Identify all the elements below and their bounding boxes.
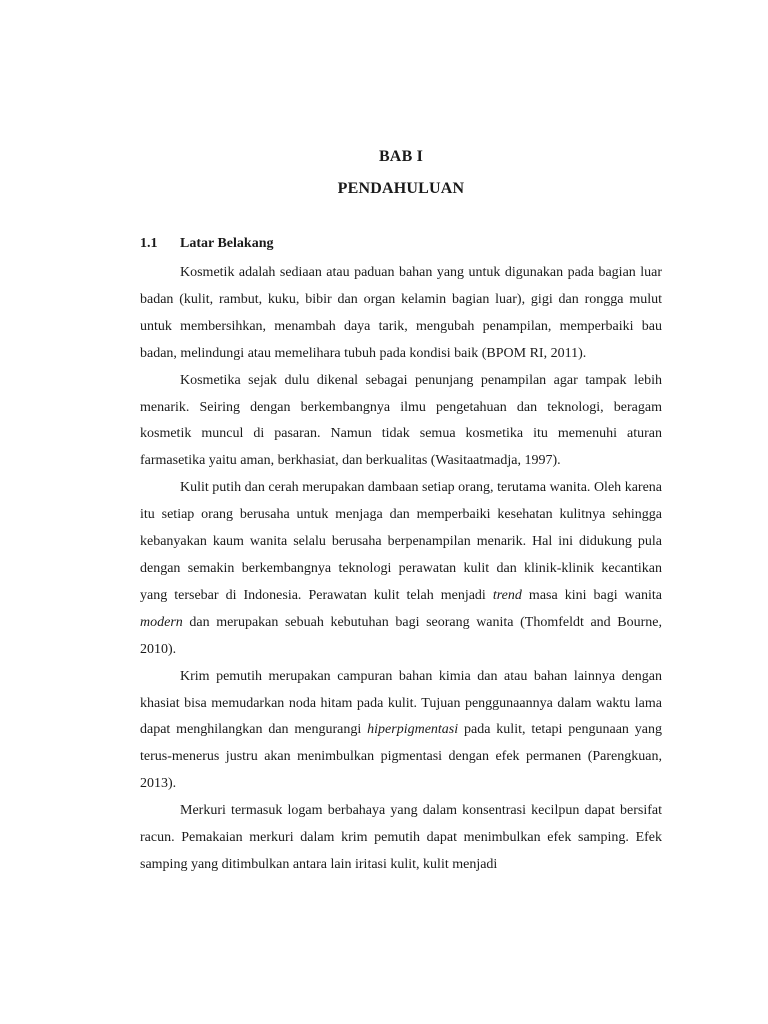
paragraph-text: Merkuri termasuk logam berbahaya yang dalam konsentrasi kecilpun dapat bersifat racun. Pemakaian merkuri dalam krim pemutih dapat menimbulkan efek samping. Efek samping yang ditimbulkan antara lain iritasi kulit, kulit menjadi <box>140 803 662 872</box>
section-heading <box>140 236 273 252</box>
paragraph-text: Kosmetik adalah sediaan atau paduan bahan yang untuk digunakan pada bagian luar badan (kulit, rambut, kuku, bibir dan organ kelamin bagian luar), gigi dan rongga mulut untuk membersihkan, menambah daya tarik, mengubah penampilan, memperbaiki bau badan, melindungi atau memelihara tubuh pada kondisi baik (BPOM RI, 2011). <box>140 265 662 361</box>
paragraph <box>140 798 662 879</box>
italic-term: modern <box>140 614 183 630</box>
italic-term: trend <box>492 587 522 603</box>
section-number: 1.1 <box>140 236 158 251</box>
paragraph-text: Kulit putih dan cerah merupakan dambaan setiap orang, terutama wanita. Oleh karena itu setiap orang berusaha untuk menjaga dan memperbaiki kesehatan kulitnya sehingga kebanyakan kaum wanita selalu berusaha berpenampilan menarik. Hal ini didukung pula dengan semakin berkembangnya teknologi perawatan kulit dan klinik-klinik kecantikan yang tersebar di Indonesia. Perawatan kulit telah menjadi <box>140 480 662 603</box>
paragraph-text: masa kini bagi wanita <box>521 587 662 603</box>
paragraph-text: Krim pemutih merupakan campuran bahan kimia dan atau bahan lainnya dengan khasiat bisa memudarkan noda hitam pada kulit. Tujuan penggunaannya dalam waktu lama dapat menghilangkan dan mengurangi <box>140 668 662 738</box>
paragraph <box>140 260 662 368</box>
chapter-label: BAB I <box>378 148 424 165</box>
section-title: Latar Belakang <box>180 236 274 251</box>
paragraph-text: dan merupakan sebuah kebutuhan bagi seorang wanita (Thomfeldt and Bourne, 2010). <box>140 614 662 657</box>
paragraph <box>140 664 662 799</box>
body-text <box>140 260 662 879</box>
paragraph <box>140 475 662 663</box>
paragraph-text: pada kulit, tetapi pengunaan yang terus-menerus justru akan menimbulkan pigmentasi dengan efek permanen (Parengkuan, 2013). <box>140 722 662 792</box>
chapter-title: PENDAHULUAN <box>337 180 465 197</box>
italic-term: hiperpigmentasi <box>367 722 459 738</box>
paragraph <box>140 368 662 476</box>
paragraph-text: Kosmetika sejak dulu dikenal sebagai penunjang penampilan agar tampak lebih menarik. Seiring dengan berkembangnya ilmu pengetahuan dan teknologi, beragam kosmetik muncul di pasaran. Namun tidak semua kosmetika itu memenuhi aturan farmasetika yaitu aman, berkhasiat, dan berkualitas (Wasitaatmadja, 1997). <box>140 372 662 469</box>
